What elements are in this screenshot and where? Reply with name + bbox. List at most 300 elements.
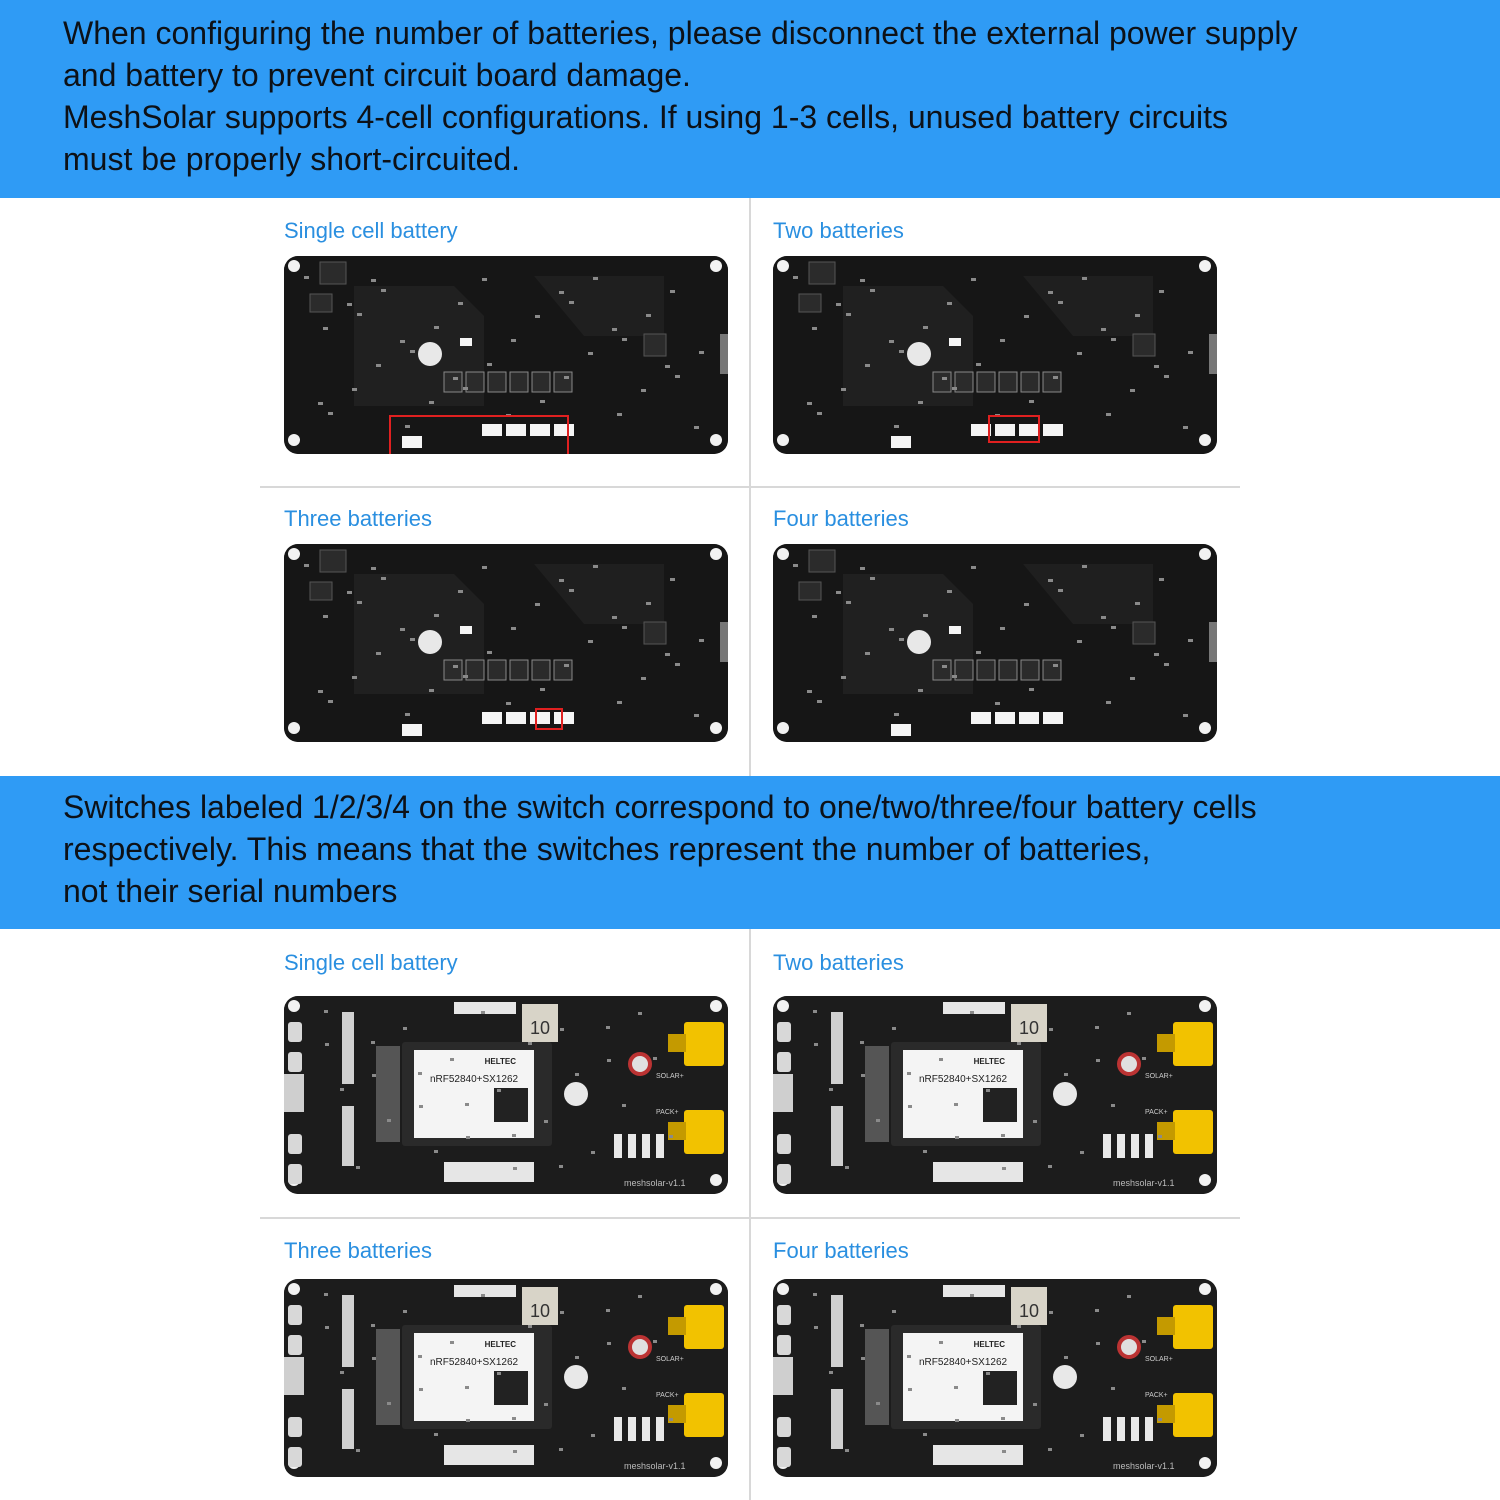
smd-part [986, 1372, 990, 1375]
screw-hole [564, 1082, 588, 1106]
smd-part [622, 626, 627, 629]
smd-part [387, 1119, 391, 1122]
smd-part [889, 340, 894, 343]
smd-part [1130, 677, 1135, 680]
mounting-hole [288, 1283, 300, 1295]
smd-part [371, 1324, 375, 1327]
smd-part [434, 1150, 438, 1153]
smd-part [593, 277, 598, 280]
dip-switch [642, 1134, 650, 1158]
smd-part [812, 327, 817, 330]
smd-part [1048, 291, 1053, 294]
capacitor [630, 1054, 650, 1074]
capacitor [1119, 1337, 1139, 1357]
smd-part [606, 1309, 610, 1312]
config-label: Four batteries [773, 1238, 909, 1263]
module-brand: HELTEC [973, 1340, 1005, 1349]
mosfet [999, 372, 1017, 392]
smd-part [325, 1326, 329, 1329]
config-label: Three batteries [284, 506, 432, 531]
smd-part [1096, 1059, 1100, 1062]
smd-part [622, 1387, 626, 1390]
mosfet [510, 660, 528, 680]
pcb-top-image [773, 996, 1217, 1194]
smd-part [458, 590, 463, 593]
smd-part [907, 1355, 911, 1358]
screw-hole [418, 630, 442, 654]
smd-part [954, 1386, 958, 1389]
pack-label: PACK+ [1145, 1109, 1168, 1116]
smd-part [347, 303, 352, 306]
smd-part [918, 401, 923, 404]
smd-part [923, 614, 928, 617]
jumper-pad [1019, 424, 1039, 436]
smd-part [1048, 1448, 1052, 1451]
jumper-pad [995, 712, 1015, 724]
smd-part [607, 1059, 611, 1062]
smd-part [955, 1419, 959, 1422]
smd-part [569, 589, 574, 592]
pack-label: PACK+ [656, 1109, 679, 1116]
mosfet [1021, 372, 1039, 392]
smd-part [1183, 426, 1188, 429]
smd-part [528, 1042, 532, 1045]
smd-part [865, 364, 870, 367]
screw-hole [907, 342, 931, 366]
dip-switch [628, 1134, 636, 1158]
smd-part [908, 1388, 912, 1391]
mounting-hole [710, 260, 722, 272]
smd-part [1017, 1325, 1021, 1328]
smd-part [814, 1326, 818, 1329]
smd-part [405, 425, 410, 428]
config-label: Single cell battery [284, 950, 458, 975]
solar-label: SOLAR+ [656, 1073, 684, 1080]
smd-part [976, 363, 981, 366]
smd-part [894, 713, 899, 716]
led-pad [949, 626, 961, 634]
smd-part [1001, 1134, 1005, 1137]
header-connector [831, 1106, 843, 1166]
smd-part [1159, 290, 1164, 293]
pack-label: PACK+ [1145, 1392, 1168, 1399]
smd-part [638, 1012, 642, 1015]
smd-part [588, 352, 593, 355]
smd-part [836, 591, 841, 594]
smd-part [907, 1072, 911, 1075]
smd-part [560, 1028, 564, 1031]
mounting-hole [288, 1000, 300, 1012]
smd-part [638, 1295, 642, 1298]
smd-part [612, 328, 617, 331]
mosfet [933, 660, 951, 680]
module-model: nRF52840+SX1262 [429, 1357, 519, 1368]
jumper-pad [482, 424, 502, 436]
smd-part [1033, 1403, 1037, 1406]
smd-part [453, 665, 458, 668]
smd-part [1101, 328, 1106, 331]
smd-part [669, 1418, 673, 1421]
smd-part [817, 412, 822, 415]
smd-part [860, 279, 865, 282]
smd-part [371, 567, 376, 570]
smd-part [861, 1357, 865, 1360]
smd-part [971, 278, 976, 281]
dip-switch [1131, 1417, 1139, 1441]
banner-line: respectively. This means that the switches represent the number of batteries, [63, 831, 1151, 867]
smd-part [434, 326, 439, 329]
capacitor [630, 1337, 650, 1357]
button [288, 1134, 302, 1154]
jumper-pad [971, 712, 991, 724]
mosfet [999, 660, 1017, 680]
smd-part [1111, 1104, 1115, 1107]
mounting-hole [288, 548, 300, 560]
smd-part [670, 290, 675, 293]
smd-part [1029, 688, 1034, 691]
smd-part [340, 1371, 344, 1374]
smd-part [419, 1105, 423, 1108]
smd-part [372, 1074, 376, 1077]
smd-part [1064, 1356, 1068, 1359]
smd-part [813, 1293, 817, 1296]
module-model: nRF52840+SX1262 [918, 1074, 1008, 1085]
smd-part [376, 364, 381, 367]
smd-part [612, 616, 617, 619]
smd-part [512, 1134, 516, 1137]
smd-part [846, 313, 851, 316]
smd-part [793, 564, 798, 567]
smd-part [699, 639, 704, 642]
warning-banner [0, 0, 1500, 198]
chip [644, 622, 666, 644]
smd-part [1111, 626, 1116, 629]
button [288, 1417, 302, 1437]
smd-part [1159, 578, 1164, 581]
mosfet [1043, 372, 1061, 392]
pcb-bottom-image [773, 256, 1217, 454]
module-brand: HELTEC [484, 1057, 516, 1066]
jumper-pad [554, 712, 574, 724]
smd-part [841, 388, 846, 391]
smd-part [1033, 1120, 1037, 1123]
smd-part [560, 1311, 564, 1314]
smd-part [670, 578, 675, 581]
mounting-hole [710, 548, 722, 560]
xt-connector [1173, 1022, 1213, 1066]
grid-divider-horizontal [260, 1217, 1240, 1219]
smd-part [1183, 714, 1188, 717]
usb-edge [1209, 334, 1217, 374]
mounting-hole [1199, 1283, 1211, 1295]
smd-part [323, 327, 328, 330]
smd-part [1080, 1151, 1084, 1154]
config-label: Single cell battery [284, 218, 458, 243]
smd-part [892, 1310, 896, 1313]
smd-part [591, 1151, 595, 1154]
mounting-hole [710, 1174, 722, 1186]
smd-part [653, 1340, 657, 1343]
smd-part [481, 1294, 485, 1297]
xt-connector [1173, 1393, 1213, 1437]
smd-part [465, 1103, 469, 1106]
smd-part [429, 689, 434, 692]
smd-part [1002, 1450, 1006, 1453]
mounting-hole [1199, 1174, 1211, 1186]
mounting-hole [777, 722, 789, 734]
smd-part [617, 701, 622, 704]
smd-part [1130, 389, 1135, 392]
banner-line: not their serial numbers [63, 873, 398, 909]
dip-switch [1145, 1417, 1153, 1441]
mosfet [933, 372, 951, 392]
mosfet [488, 660, 506, 680]
connector-number: 10 [1018, 1018, 1040, 1038]
mounting-hole [777, 1000, 789, 1012]
smd-part [304, 276, 309, 279]
xt-connector [1173, 1110, 1213, 1154]
smd-part [347, 591, 352, 594]
smd-part [513, 1450, 517, 1453]
smd-part [622, 338, 627, 341]
mosfet [977, 660, 995, 680]
dip-switch [1145, 1134, 1153, 1158]
button [288, 1052, 302, 1072]
pcb-bottom-image [773, 544, 1217, 742]
info-banner [0, 776, 1500, 929]
jumper-pad [506, 712, 526, 724]
smd-part [865, 652, 870, 655]
smd-part [841, 676, 846, 679]
xt-connector [684, 1110, 724, 1154]
smd-part [381, 289, 386, 292]
button [288, 1447, 302, 1467]
smd-part [813, 1010, 817, 1013]
smd-part [540, 400, 545, 403]
smd-part [876, 1402, 880, 1405]
smd-part [544, 1403, 548, 1406]
smd-part [511, 627, 516, 630]
smd-part [675, 375, 680, 378]
mosfet [955, 372, 973, 392]
smd-part [575, 1073, 579, 1076]
module-brand: HELTEC [484, 1340, 516, 1349]
smd-part [829, 1088, 833, 1091]
smd-part [318, 690, 323, 693]
smd-part [458, 302, 463, 305]
usb-edge [720, 622, 728, 662]
dip-switch [1103, 1134, 1111, 1158]
jumper-pad [554, 424, 574, 436]
smd-part [1135, 602, 1140, 605]
screw-hole [418, 342, 442, 366]
cap-strip [376, 1329, 400, 1425]
smd-part [569, 301, 574, 304]
smd-part [506, 702, 511, 705]
smd-part [1135, 314, 1140, 317]
qr-code [983, 1371, 1017, 1405]
jumper-pad [506, 424, 526, 436]
smd-part [1142, 1057, 1146, 1060]
smd-part [675, 663, 680, 666]
smd-part [1024, 315, 1029, 318]
smd-part [328, 700, 333, 703]
mounting-hole [288, 434, 300, 446]
smd-part [324, 1010, 328, 1013]
chip [809, 550, 835, 572]
smd-part [845, 1166, 849, 1169]
smd-part [528, 1325, 532, 1328]
header-connector [342, 1295, 354, 1367]
smd-part [860, 567, 865, 570]
banner-line: When configuring the number of batteries, please disconnect the external power supply [63, 15, 1298, 51]
smd-part [860, 1041, 864, 1044]
mosfet [955, 660, 973, 680]
mosfet [444, 660, 462, 680]
smd-part [1024, 603, 1029, 606]
smd-part [1049, 1311, 1053, 1314]
chip [310, 294, 332, 312]
grid-divider-horizontal [260, 486, 1240, 488]
chip [799, 582, 821, 600]
jumper-pad [1043, 712, 1063, 724]
mounting-hole [710, 1283, 722, 1295]
smd-part [986, 1089, 990, 1092]
smd-part [942, 377, 947, 380]
smd-part [1106, 413, 1111, 416]
smd-part [1158, 1418, 1162, 1421]
chip [644, 334, 666, 356]
smd-part [646, 602, 651, 605]
mosfet [977, 372, 995, 392]
smd-part [513, 1167, 517, 1170]
smd-part [1053, 376, 1058, 379]
jumper-pad [995, 424, 1015, 436]
chip [310, 582, 332, 600]
chip [809, 262, 835, 284]
screw-hole [1053, 1365, 1077, 1389]
smd-part [641, 677, 646, 680]
smd-part [318, 402, 323, 405]
smd-part [1053, 664, 1058, 667]
smd-part [1095, 1026, 1099, 1029]
config-label: Four batteries [773, 506, 909, 531]
smd-part [923, 1433, 927, 1436]
smd-part [1000, 627, 1005, 630]
fpc-connector [444, 1162, 534, 1182]
qr-code [494, 1371, 528, 1405]
xt-connector-base [1157, 1317, 1175, 1335]
button [777, 1164, 791, 1184]
xt-connector-base [668, 1317, 686, 1335]
smd-part [434, 1433, 438, 1436]
smd-part [1188, 639, 1193, 642]
mosfet [466, 660, 484, 680]
mounting-hole [1199, 260, 1211, 272]
smd-part [845, 1449, 849, 1452]
connector-number: 10 [529, 1301, 551, 1321]
smd-part [817, 700, 822, 703]
smd-part [955, 1136, 959, 1139]
header-connector [342, 1012, 354, 1084]
smd-part [325, 1043, 329, 1046]
xt-connector [1173, 1305, 1213, 1349]
smd-part [1154, 653, 1159, 656]
smd-part [947, 302, 952, 305]
smd-part [356, 1449, 360, 1452]
smd-part [497, 1372, 501, 1375]
smd-part [434, 614, 439, 617]
smd-part [814, 1043, 818, 1046]
smd-part [463, 675, 468, 678]
button [777, 1022, 791, 1042]
jumper-pad [482, 712, 502, 724]
smd-part [419, 1388, 423, 1391]
smd-part [1106, 701, 1111, 704]
smd-part [1000, 339, 1005, 342]
cap-strip [376, 1046, 400, 1142]
smd-part [876, 1119, 880, 1122]
smd-part [908, 1105, 912, 1108]
banner-line: must be properly short-circuited. [63, 141, 521, 177]
smd-part [971, 566, 976, 569]
config-label: Two batteries [773, 218, 904, 243]
smd-part [588, 640, 593, 643]
smd-part [947, 590, 952, 593]
smd-part [861, 1074, 865, 1077]
mounting-hole [710, 1457, 722, 1469]
connector-number: 10 [1018, 1301, 1040, 1321]
module-model: nRF52840+SX1262 [429, 1074, 519, 1085]
jumper-pad [1043, 424, 1063, 436]
button [777, 1305, 791, 1325]
capacitor [1119, 1054, 1139, 1074]
smd-part [1058, 589, 1063, 592]
smd-part [923, 1150, 927, 1153]
smd-part [923, 326, 928, 329]
smd-part [1048, 1165, 1052, 1168]
smd-part [665, 653, 670, 656]
smd-part [418, 1072, 422, 1075]
smd-part [892, 1027, 896, 1030]
smd-part [1111, 338, 1116, 341]
led-pad [949, 338, 961, 346]
mounting-hole [710, 434, 722, 446]
smd-part [665, 365, 670, 368]
smd-part [622, 1104, 626, 1107]
xt-connector-base [668, 1034, 686, 1052]
usb-connector [284, 1357, 304, 1395]
mounting-hole [777, 434, 789, 446]
solar-label: SOLAR+ [1145, 1073, 1173, 1080]
button [777, 1052, 791, 1072]
button [777, 1134, 791, 1154]
xt-connector-base [1157, 1034, 1175, 1052]
chip [320, 550, 346, 572]
smd-part [1048, 579, 1053, 582]
smd-part [617, 413, 622, 416]
screw-hole [1053, 1082, 1077, 1106]
chip [320, 262, 346, 284]
smd-part [1082, 565, 1087, 568]
mounting-hole [288, 722, 300, 734]
smd-part [465, 1386, 469, 1389]
smd-part [304, 564, 309, 567]
mounting-hole [777, 260, 789, 272]
smd-part [793, 276, 798, 279]
mounting-hole [1199, 548, 1211, 560]
jumper-pad [891, 724, 911, 736]
